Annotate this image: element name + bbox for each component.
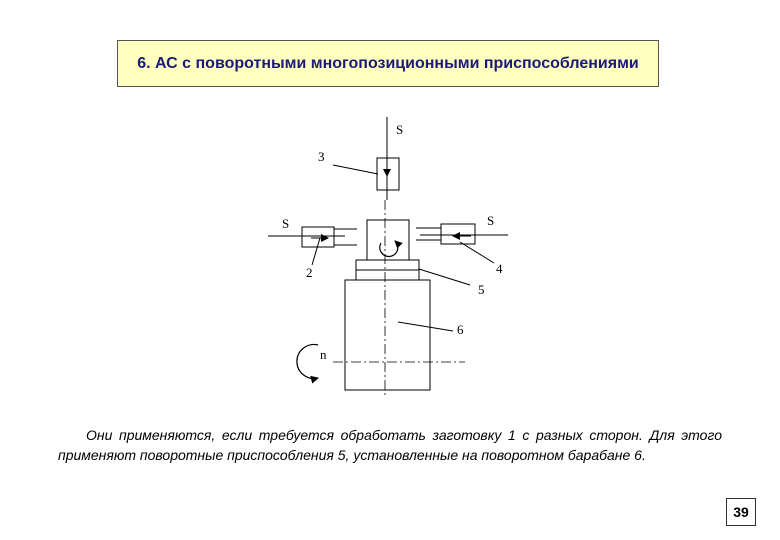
- label-s-right: S: [487, 213, 495, 228]
- workpiece: [367, 220, 409, 260]
- label-3: 3: [318, 149, 325, 164]
- leader-5: [419, 269, 470, 285]
- page-number: 39: [733, 504, 749, 520]
- label-4: 4: [496, 261, 503, 276]
- drum-rotation-arrow: [297, 345, 318, 379]
- top-tool-3: [377, 158, 399, 190]
- right-tool-4: [441, 224, 475, 244]
- slide-title: 6. АС с поворотными многопозиционными приспособлениями: [137, 54, 639, 72]
- fixture-5-lower-plate: [356, 270, 419, 280]
- fixture-5-upper-plate: [356, 260, 419, 270]
- label-2: 2: [306, 265, 313, 280]
- page-number-badge: [726, 498, 756, 526]
- leader-2: [312, 238, 320, 265]
- leader-6: [398, 322, 453, 331]
- workpiece-rotation-arrow: [380, 241, 398, 257]
- leader-3: [333, 165, 378, 174]
- label-6: 6: [457, 322, 464, 337]
- label-n: n: [320, 347, 327, 362]
- label-5: 5: [478, 282, 485, 297]
- label-s-left: S: [282, 216, 290, 231]
- label-s-top: S: [396, 122, 404, 137]
- drum-6: [345, 280, 430, 390]
- description-paragraph: Они применяются, если требуется обработать заготовку 1 с разных сторон. Для этого применяют поворотные приспособления 5, установленные на поворотном барабане 6.: [58, 427, 722, 463]
- leader-4: [460, 242, 494, 263]
